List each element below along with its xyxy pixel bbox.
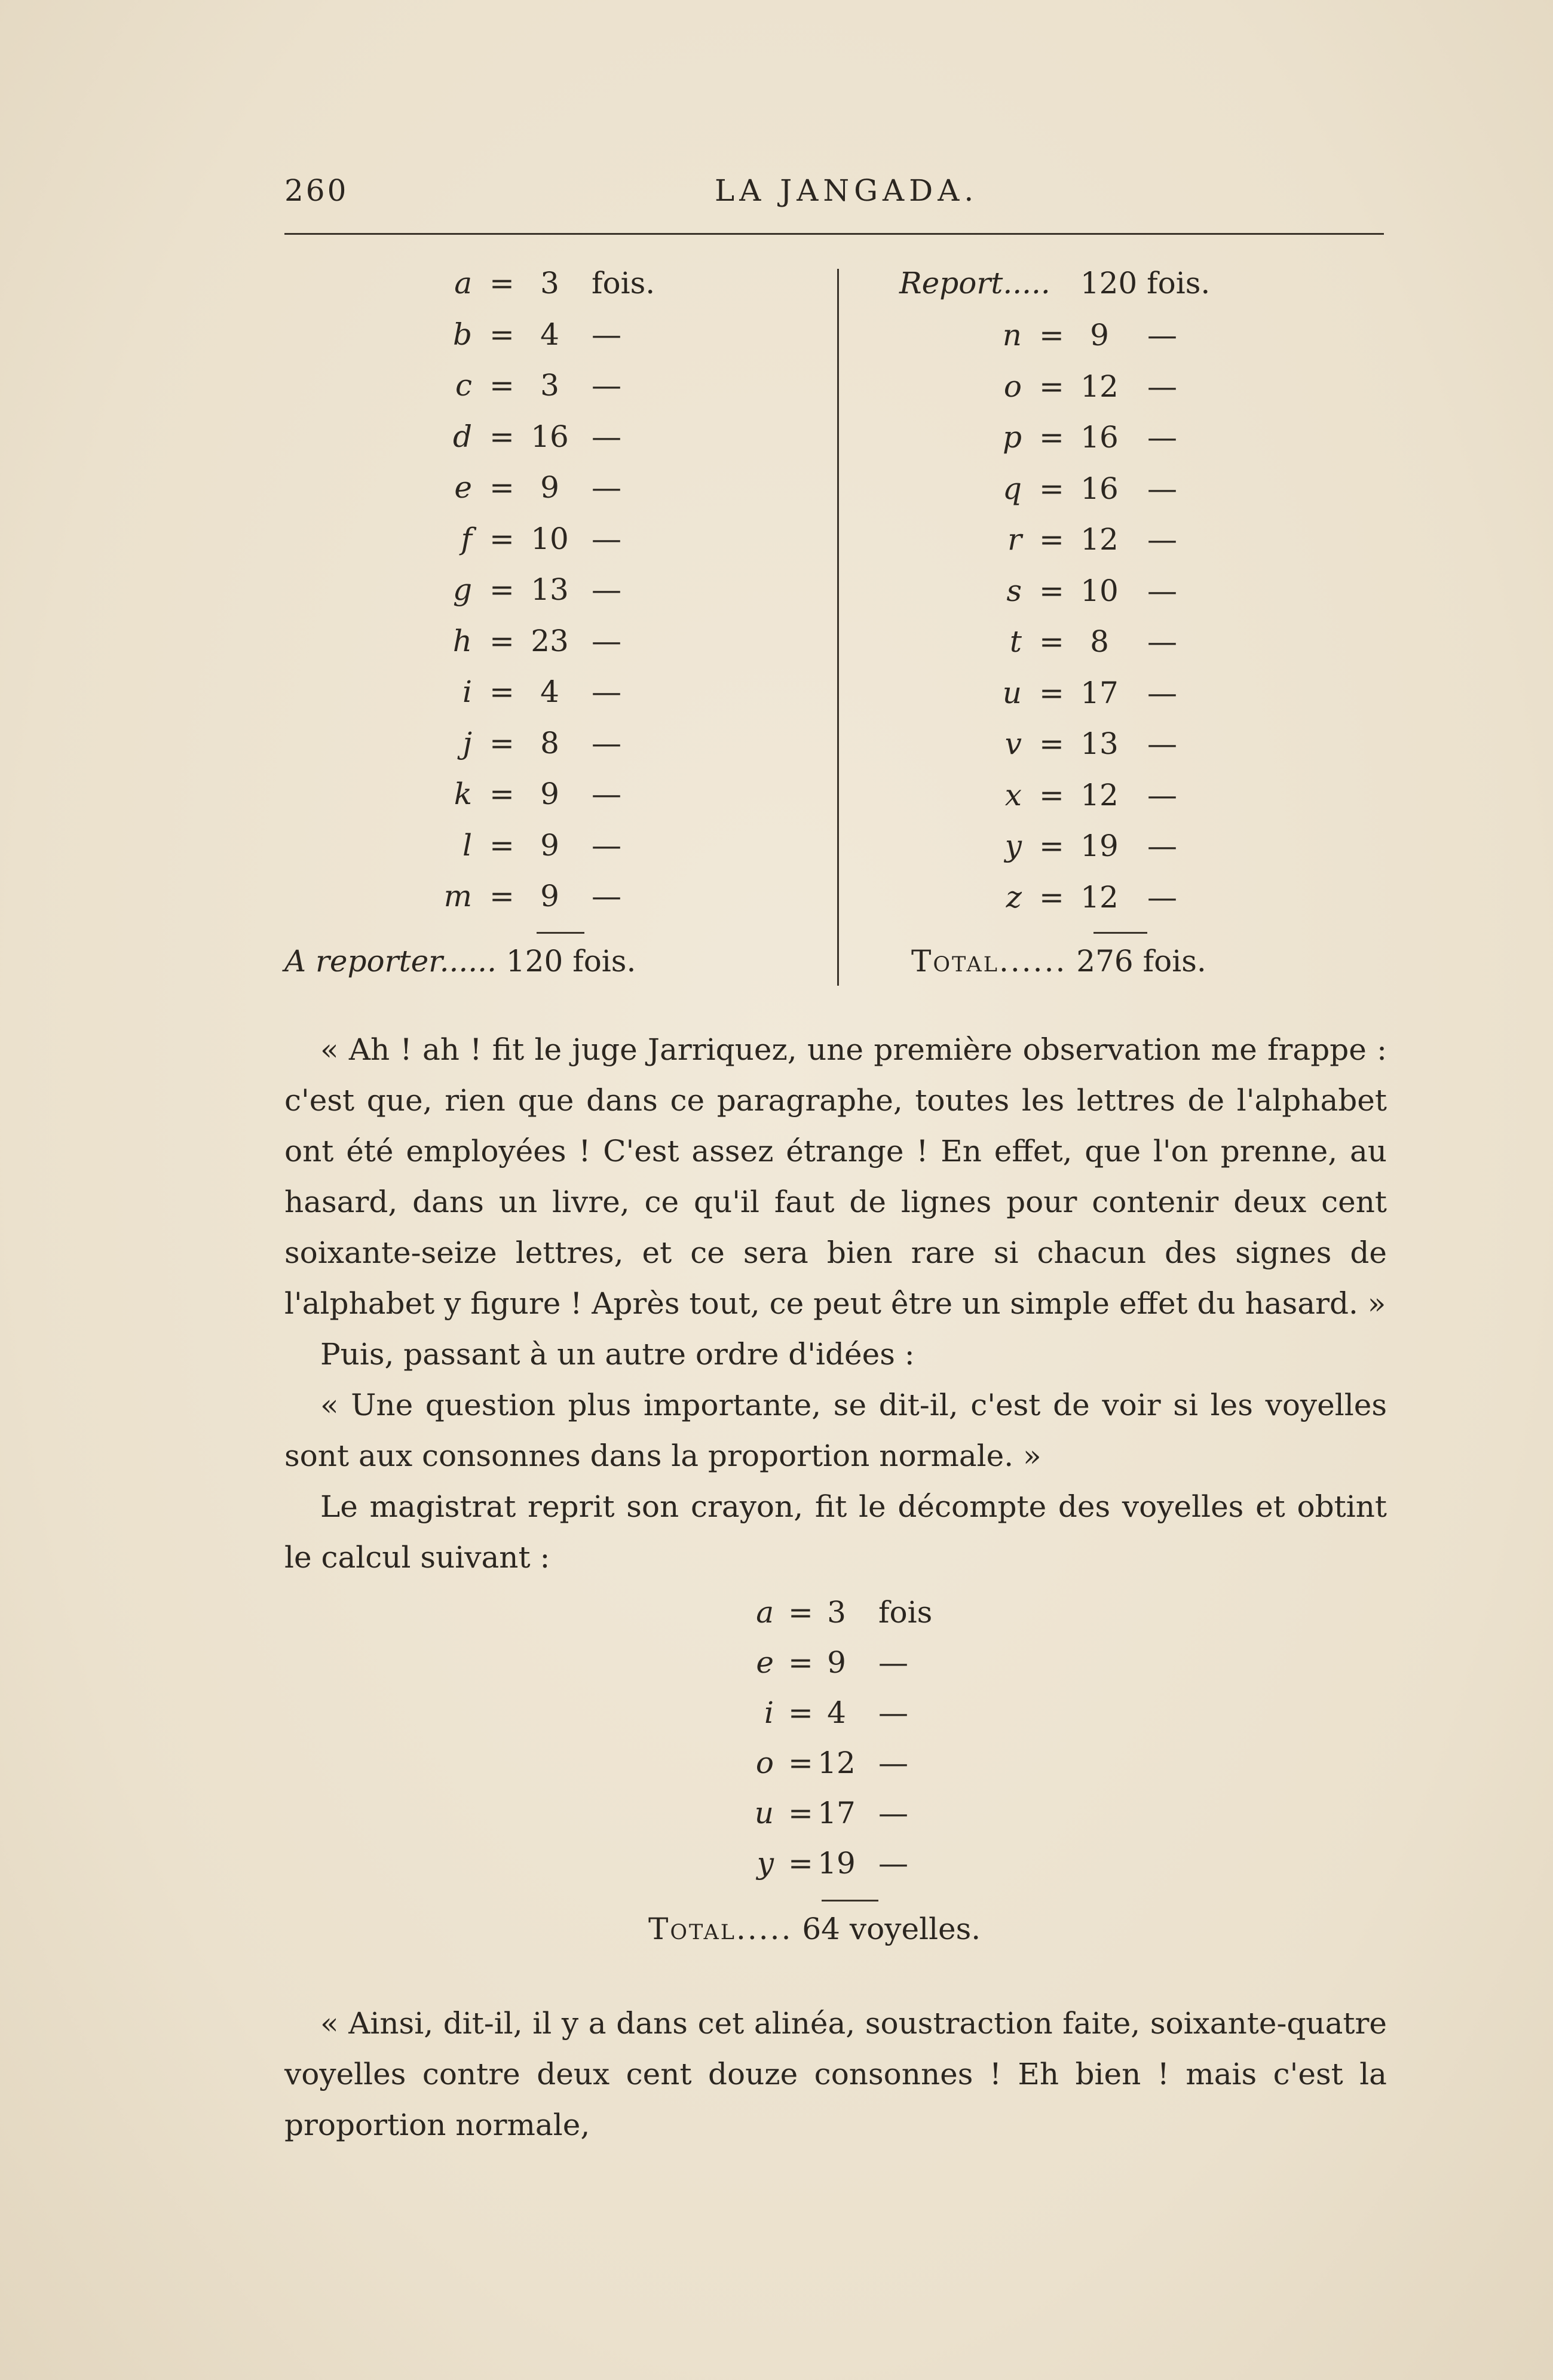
row-letter: a [454, 266, 472, 300]
table-row [418, 674, 837, 716]
row-unit: — [592, 470, 621, 505]
row-unit: — [592, 827, 621, 863]
table-row [720, 1695, 1138, 1737]
row-letter: z [1006, 879, 1022, 915]
row-letter: p [1002, 420, 1022, 455]
row-letter: m [443, 879, 472, 913]
vowel-sum-rule [822, 1900, 878, 1901]
row-letter: i [462, 674, 472, 709]
row-unit: — [592, 368, 621, 403]
row-unit: — [878, 1645, 908, 1680]
equals-sign: = [788, 1846, 813, 1881]
row-letter: g [452, 572, 472, 607]
row-letter: f [461, 521, 472, 556]
row-unit: — [878, 1846, 908, 1881]
table-row [418, 624, 837, 665]
row-count: 16 [531, 419, 569, 454]
row-letter: h [452, 623, 472, 658]
table-row [418, 368, 837, 410]
row-unit: — [592, 623, 621, 658]
row-count: 3 [827, 1595, 846, 1630]
table-row [418, 828, 837, 870]
row-letter: r [1007, 522, 1022, 557]
row-count: 8 [540, 725, 559, 760]
carry-label: Report..... [899, 266, 1050, 300]
table-row [968, 420, 1386, 462]
header-rule [284, 233, 1384, 235]
table-row [418, 522, 837, 563]
right-sum-rule [1093, 932, 1147, 934]
table-row [968, 624, 1386, 666]
page-number: 260 [284, 173, 349, 208]
paragraph-2: Puis, passant à un autre ordre d'idées : [320, 1337, 915, 1372]
row-unit: fois [878, 1595, 933, 1630]
table-row [418, 317, 837, 359]
equals-sign: = [489, 368, 514, 403]
row-letter: n [1002, 318, 1022, 352]
row-unit: — [1147, 573, 1177, 608]
equals-sign: = [788, 1645, 813, 1680]
table-divider [837, 269, 839, 986]
row-count: 9 [540, 827, 559, 863]
equals-sign: = [1039, 369, 1064, 404]
equals-sign: = [489, 317, 514, 352]
equals-sign: = [788, 1746, 813, 1780]
table-row [968, 522, 1386, 564]
table-row [720, 1796, 1138, 1838]
equals-sign: = [489, 419, 514, 454]
row-unit: — [1147, 726, 1177, 761]
equals-sign: = [489, 521, 514, 556]
row-count: 10 [1080, 573, 1119, 608]
equals-sign: = [489, 470, 514, 505]
row-count: 3 [540, 266, 559, 300]
equals-sign: = [1039, 675, 1064, 710]
row-letter: c [455, 368, 472, 403]
row-letter: e [756, 1645, 774, 1680]
row-letter: d [452, 419, 472, 454]
equals-sign: = [489, 623, 514, 658]
row-unit: — [592, 521, 621, 556]
row-count: 9 [540, 470, 559, 505]
running-title: LA JANGADA. [715, 173, 979, 208]
equals-sign: = [489, 572, 514, 607]
vowel-total-value: 64 voyelles. [802, 1912, 981, 1946]
paragraph-3: « Une question plus importante, se dit-il, c'est de voir si les voyelles sont aux consonnes dans la proportion normale. » [284, 1388, 1387, 1473]
row-count: 3 [540, 368, 559, 403]
row-unit: — [1147, 471, 1177, 506]
table-row [418, 470, 837, 512]
table-row [968, 829, 1386, 870]
right-total-label: Total...... [911, 944, 1067, 979]
equals-sign: = [1039, 318, 1064, 352]
row-count: 13 [531, 572, 569, 607]
left-total-label: A reporter...... [284, 944, 497, 979]
row-letter: x [1004, 777, 1022, 812]
row-letter: q [1002, 471, 1022, 506]
row-letter: b [452, 317, 472, 352]
row-unit: — [592, 674, 621, 709]
table-row [720, 1645, 1138, 1687]
equals-sign: = [489, 777, 514, 811]
row-count: 17 [1080, 675, 1119, 710]
equals-sign: = [1039, 573, 1064, 608]
row-count: 13 [1080, 726, 1119, 761]
table-row [968, 573, 1386, 615]
row-unit: — [592, 725, 621, 760]
row-count: 9 [827, 1645, 846, 1680]
table-row [968, 318, 1386, 360]
row-unit: — [878, 1796, 908, 1830]
equals-sign: = [1039, 420, 1064, 455]
row-count: 12 [1080, 879, 1119, 915]
table-row [418, 572, 837, 614]
row-count: 4 [540, 674, 559, 709]
table-row [418, 266, 837, 308]
equals-sign: = [1039, 777, 1064, 812]
row-unit: — [592, 879, 621, 913]
table-row [968, 369, 1386, 411]
row-unit: — [1147, 318, 1177, 352]
row-count: 4 [827, 1695, 846, 1730]
row-count: 12 [817, 1746, 856, 1780]
table-row [968, 778, 1386, 820]
equals-sign: = [1039, 522, 1064, 557]
left-total-value: 120 fois. [506, 944, 636, 979]
left-total [284, 944, 636, 979]
row-unit: — [1147, 369, 1177, 404]
vowel-total [648, 1912, 981, 1953]
row-count: 9 [1090, 318, 1109, 352]
equals-sign: = [489, 879, 514, 913]
row-unit: — [878, 1746, 908, 1780]
table-row [418, 879, 837, 921]
row-unit: — [1147, 522, 1177, 557]
row-letter: k [454, 777, 472, 811]
right-total-value: 276 fois. [1076, 944, 1206, 979]
row-unit: — [1147, 777, 1177, 812]
row-letter: s [1006, 573, 1022, 608]
running-header [284, 173, 1384, 215]
equals-sign: = [788, 1695, 813, 1730]
carry-forward [899, 266, 1210, 300]
row-count: 16 [1080, 471, 1119, 506]
row-unit: — [592, 572, 621, 607]
row-count: 12 [1080, 522, 1119, 557]
row-count: 9 [540, 879, 559, 913]
table-row [720, 1746, 1138, 1787]
equals-sign: = [788, 1595, 813, 1630]
table-row [968, 880, 1386, 922]
row-unit: — [592, 317, 621, 352]
right-total [911, 944, 1206, 979]
table-row [968, 471, 1386, 513]
left-sum-rule [537, 932, 584, 934]
row-letter: v [1004, 726, 1022, 761]
row-letter: y [1004, 829, 1022, 863]
row-count: 4 [540, 317, 559, 352]
row-unit: — [1147, 879, 1177, 915]
equals-sign: = [1039, 829, 1064, 863]
row-count: 9 [540, 777, 559, 811]
row-count: 17 [817, 1796, 856, 1830]
row-letter: i [764, 1695, 774, 1730]
row-unit: — [1147, 675, 1177, 710]
table-row [720, 1595, 1138, 1637]
closing-paragraph: « Ainsi, dit-il, il y a dans cet alinéa, soustraction faite, soixante-quatre voyelles contre deux cent douze consonnes ! Eh bien ! mais c'est la proportion normale, [284, 2006, 1387, 2142]
row-letter: a [756, 1595, 774, 1630]
paragraph-1: « Ah ! ah ! fit le juge Jarriquez, une première observation me frappe : c'est que, rien que dans ce paragraphe, toutes les lettres de l'alphabet ont été employées ! C'est assez étrange ! En effet, que l'on prenne, au hasard, dans un livre, ce qu'il faut de lignes pour contenir deux cent soixante-seize lettres, et ce sera bien rare si chacun des signes de l'alphabet y figure ! Après tout, ce peut être un simple effet du hasard. » [284, 1032, 1387, 1321]
paragraph-4: Le magistrat reprit son crayon, fit le décompte des voyelles et obtint le calcul suivant : [284, 1489, 1387, 1575]
row-count: 19 [1080, 829, 1119, 863]
row-count: 23 [531, 623, 569, 658]
vowel-total-label: Total..... [648, 1912, 793, 1946]
row-count: 12 [1080, 369, 1119, 404]
table-row [418, 726, 837, 768]
row-count: 19 [817, 1846, 856, 1881]
equals-sign: = [1039, 471, 1064, 506]
row-letter: o [755, 1746, 774, 1780]
row-count: 12 [1080, 777, 1119, 812]
row-letter: o [1003, 369, 1022, 404]
equals-sign: = [1039, 879, 1064, 915]
row-unit: — [592, 777, 621, 811]
row-unit: — [1147, 624, 1177, 659]
equals-sign: = [489, 674, 514, 709]
row-unit: — [1147, 420, 1177, 455]
row-letter: u [754, 1796, 774, 1830]
row-letter: u [1002, 675, 1022, 710]
equals-sign: = [489, 266, 514, 300]
table-row [968, 726, 1386, 768]
carry-value: 120 fois. [1080, 266, 1211, 300]
equals-sign: = [1039, 624, 1064, 659]
table-row [418, 777, 837, 818]
row-unit: — [878, 1695, 908, 1730]
row-unit: fois. [592, 266, 655, 300]
table-row [418, 419, 837, 461]
row-count: 8 [1090, 624, 1109, 659]
table-row [720, 1846, 1138, 1888]
row-count: 10 [531, 521, 569, 556]
row-unit: — [592, 419, 621, 454]
row-count: 16 [1080, 420, 1119, 455]
equals-sign: = [489, 725, 514, 760]
equals-sign: = [489, 827, 514, 863]
row-letter: y [756, 1846, 774, 1881]
row-unit: — [1147, 829, 1177, 863]
equals-sign: = [788, 1796, 813, 1830]
row-letter: e [454, 470, 472, 505]
row-letter: l [462, 827, 472, 863]
row-letter: t [1009, 624, 1022, 659]
equals-sign: = [1039, 726, 1064, 761]
table-row [968, 676, 1386, 717]
row-letter: j [462, 725, 472, 760]
